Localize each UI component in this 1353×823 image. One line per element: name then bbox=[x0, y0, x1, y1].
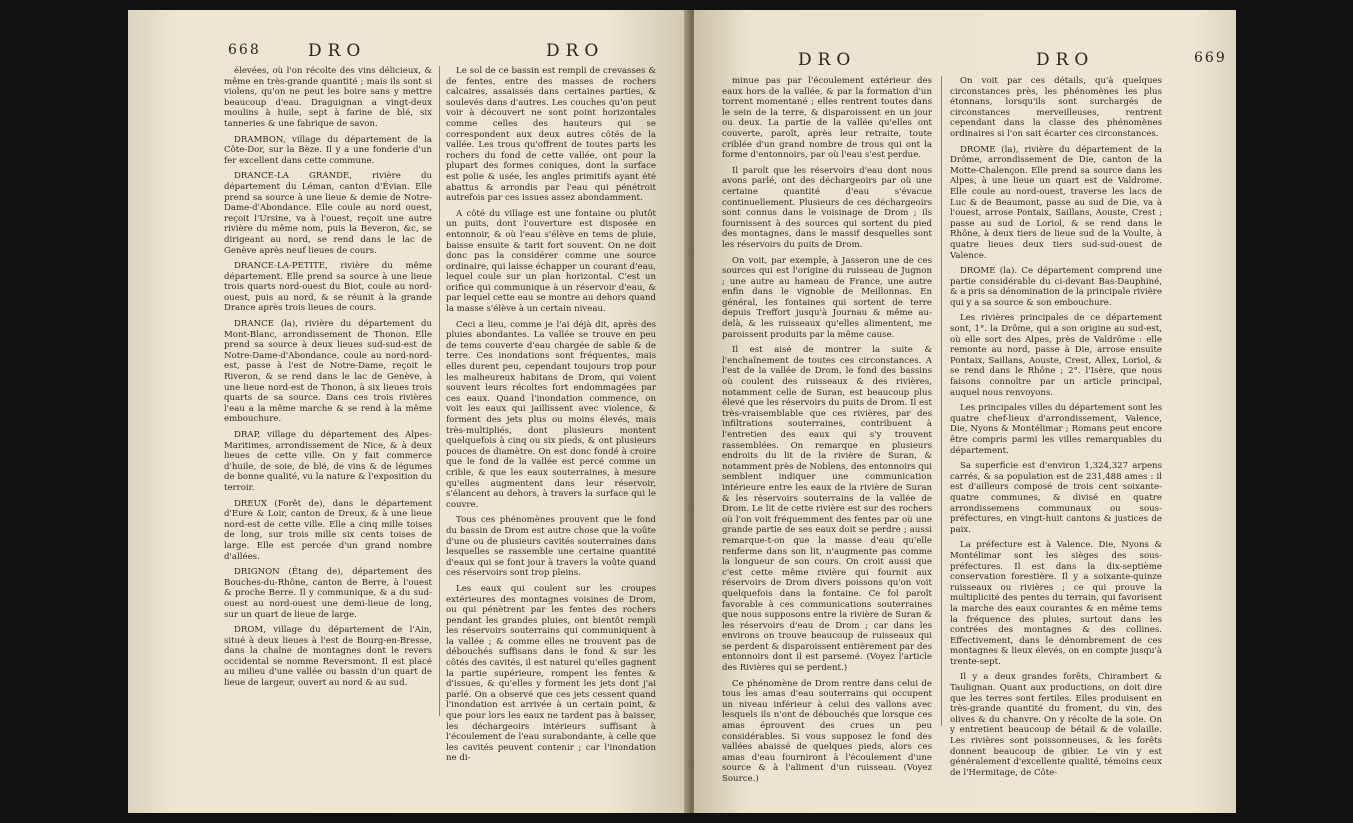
paragraph: Les principales villes du département sont les quatre chef-lieux d'arrondissement, Valence, Die, Nyons & Montélimar ; Romans peut encore être compris parmi les villes remarquables du département. bbox=[950, 403, 1162, 456]
paragraph: DROME (la), rivière du département de la Drôme, arrondissement de Die, canton de la Motte-Chalençon. Elle prend sa source dans les Alpes, à une lieue un quart est de Valdrome. Elle coule au nord-ouest, traverse les lacs de Luc & de Beaumont, passe au sud de Die, va à l'ouest, arrose Pontaix, Saillans, Aouste, Crest ; passe au sud de Loriol, & se rend dans le Rhône, à deux tiers de lieue sud de la Voulte, à quatre lieues deux tiers sud-sud-ouest de Valence. bbox=[950, 144, 1162, 261]
right-page-number: 669 bbox=[1194, 50, 1227, 66]
right-running-head-2: DRO bbox=[1036, 50, 1095, 70]
paragraph: La préfecture est à Valence. Die, Nyons & Montélimar sont les sièges des sous-préfectures. Il est dans la dix-septième conservation forestière. Il y a soixante-quinze ruisseaux ou rivières ; ce qui prouve la multiplicité des pentes du terrain, qui favorisent la marche des eaux courantes & en même tems la fréquence des pluies, surtout dans les contrées des montagnes & des collines. Effectivement, dans le dénombrement de ces montagnes & lieux élevés, on en compte jusqu'à trente-sept. bbox=[950, 540, 1162, 667]
open-book bbox=[128, 10, 1236, 813]
paragraph: DROM, village du département de l'Ain, situé à deux lieues à l'est de Bourg-en-Bresse, dans la chaîne de montagnes dont le revers occidental se nomme Reversmont. Il est placé au milieu d'une vallée ou bassin d'un quart de lieue de largeur, ouvert au nord & au sud. bbox=[224, 625, 432, 689]
paragraph: DREUX (Forêt de), dans le département d'Eure & Loir, canton de Dreux, & à une lieue nord-est de cette ville. Elle a cinq mille toises de long, sur trois mille six cents toises de large. Elle est percée d'un grand nombre d'allées. bbox=[224, 498, 432, 562]
paragraph: Les eaux qui coulent sur les croupes extérieures des montagnes voisines de Drom, ou qui pénètrent par les fentes des rochers pendant les grandes pluies, ont bientôt rempli les réservoirs souterrains qui communiquent à la vallée ; & comme elles ne trouvent pas de débouchés suffisans dans le fond & sur les côtés des cavités, il est naturel qu'elles gagnent la partie supérieure, rompent les fentes & d'issues, & qu'elles y forment les jets dont j'ai parlé. On a observé que ces jets cessent quand l'inondation est arrivée à un certain point, & que pour lors les eaux ne tardent pas à baisser, les déchargeoirs intérieurs suffisant à l'écoulement de l'eau surabondante, à celle que les cavités peuvent contenir ; car l'inondation ne di- bbox=[446, 583, 656, 764]
column-rule bbox=[941, 76, 942, 726]
left-page bbox=[128, 10, 690, 813]
paragraph: Il est aisé de montrer la suite & l'enchaînement de toutes ces circonstances. A l'est de la vallée de Drom, le fond des bassins où coulent des ruisseaux & des rivières, notamment celle de Suran, est beaucoup plus élevé que les réservoirs du puits de Drom. Il est très-vraisemblable que ces rivières, par des infiltrations souterraines, contribuent à l'entretien des eaux qui s'y trouvent rassemblées. On remarque en plusieurs endroits du lit de la rivière de Suran, & notamment près de Noblens, des entonnoirs qui semblent indiquer une communication intérieure entre les eaux de la rivière de Suran & les réservoirs souterrains de la vallée de Drom. Le lit de cette rivière est sur des rochers où l'on voit fréquemment des fentes par où une grande partie de ses eaux doit se perdre ; aussi remarque-t-on que la masse d'eau qu'elle renferme dans son lit, n'augmente pas comme la longueur de son cours. On croit aussi que c'est cette même rivière qui fournit aux réservoirs de Drom divers poissons qu'on voit quelquefois dans la fontaine. Ce fol paroît favorable à ces communications souterraines que nous supposons entre la rivière de Suran & les réservoirs d'eau de Drom ; car dans les environs on trouve beaucoup de ruisseaux qui se perdent & disparoissent entièrement par des entonnoirs dont il est parsemé. (Voyez l'article des Rivières qui se perdent.) bbox=[722, 345, 932, 674]
paragraph: DROME (la). Ce département comprend une partie considérable du ci-devant Bas-Dauphiné, & a pris sa dénomination de la principale rivière qui y a sa source & son embouchure. bbox=[950, 266, 1162, 308]
paragraph: On voit, par exemple, à Jasseron une de ces sources qui est l'origine du ruisseau de Jugnon ; une autre au hameau de France, une autre enfin dans le vignoble de Meillonnas. En général, les fontaines qui sortent de terre depuis Treffort jusqu'à Journau & même au-delà, & les ruisseaux qu'elles alimentent, me paroissent produits par la même cause. bbox=[722, 255, 932, 340]
paragraph: A côté du village est une fontaine ou plutôt un puits, dont l'ouverture est disposée en entonnoir, & où l'eau s'élève en tems de pluie, baisse ensuite & tarit fort souvent. On ne doit donc pas la considérer comme une source ordinaire, qui laisse échapper un courant d'eau, lequel coule sur un plan horizontal. C'est un orifice qui communique à un réservoir d'eau, & par lequel cette eau se montre au dehors quand la masse s'élève à un certain niveau. bbox=[446, 208, 656, 315]
right-running-head-1: DRO bbox=[798, 50, 857, 70]
paragraph: DRANCE-LA GRANDE, rivière du département du Léman, canton d'Évian. Elle prend sa source à une lieue & demie de Notre-Dame-d'Abondance. Elle coule au nord ouest, reçoit l'Ursine, va à l'ouest, reçoit une autre rivière du même nom, puis la Beveron, &c, se dirigeant au nord, se rend dans le lac de Genève après neuf lieues de cours. bbox=[224, 171, 432, 256]
paragraph: Sa superficie est d'environ 1,324,327 arpens carrés, & sa population est de 231,488 ames : il est d'ailleurs composé de trois cent soixante-quatre communes, & divisé en quatre arrondissemens communaux ou sous-préfectures, en vingt-huit cantons & justices de paix. bbox=[950, 461, 1162, 535]
paragraph: DRANCE (la), rivière du département du Mont-Blanc, arrondissement de Thonon. Elle prend sa source à deux lieues sud-sud-est de Notre-Dame-d'Abondance, coule au nord-nord-est, passe à l'est de Notre-Dame, reçoit le Riveron, & se rend dans le lac de Genève, à une lieue nord-est de Thonon, à six lieues trois quarts de sa source. Dans ces trois rivières l'eau a la même marche & se rend à la même embouchure. bbox=[224, 319, 432, 425]
paragraph: Ce phénomène de Drom rentre dans celui de tous les amas d'eau souterrains qui occupent un niveau inférieur à celui des vallons avec lesquels ils n'ont de débouchés que lorsque ces amas éprouvent des crues un peu considérables. Si vous supposez le fond des vallées abaissé de quelques pieds, alors ces amas d'eau fourniront à l'écoulement d'une source & à l'aliment d'un ruisseau. (Voyez Source.) bbox=[722, 678, 932, 784]
paragraph: Tous ces phénomènes prouvent que le fond du bassin de Drom est autre chose que la voûte d'une ou de plusieurs cavités souterraines dans lesquelles se rassemble une certaine quantité d'eaux qui se font jour à travers la voûte quand ces réservoirs sont trop pleins. bbox=[446, 515, 656, 579]
paragraph: minue pas par l'écoulement extérieur des eaux hors de la vallée, & par la formation d'un torrent momentané ; elles rentrent toutes dans le sein de la terre, & disparoissent en un jour ou deux. La partie de la vallée qu'elles ont couverte, paroît, après leur retraite, toute criblée d'un grand nombre de trous qui ont la forme d'entonnoirs, par où l'eau s'est perdue. bbox=[722, 76, 932, 161]
right-page bbox=[694, 10, 1236, 813]
left-running-head-2: DRO bbox=[546, 41, 605, 61]
paragraph: Il paroît que les réservoirs d'eau dont nous avons parlé, ont des déchargeoirs par où une certaine quantité d'eau s'évacue continuellement. Plusieurs de ces déchargeoirs sont connus dans le voisinage de Drom ; ils fournissent à des sources qui sortent du pied des montagnes, dans le massif desquelles sont les réservoirs du puits de Drom. bbox=[722, 165, 932, 250]
paragraph: Ceci a lieu, comme je l'ai déjà dit, après des pluies abondantes. La vallée se trouve en peu de tems couverte d'eau chargée de sable & de terre. Ces inondations sont fréquentes, mais elles durent peu, cependant toujours trop pour les malheureux habitans de Drom, qui voient souvent leurs récoltes fort endommagées par ces eaux. Quand l'inondation commence, on voit les eaux qui jaillissent avec violence, & forment des jets plus ou moins élevés, mais très-multipliés, dont plusieurs montent quelquefois à cinq ou six pieds, & ont plusieurs pouces de diamètre. On est donc fondé à croire que le fond de la vallée est percé comme un crible, & que les eaux souterraines, à mesure qu'elles augmentent dans leur réservoir, s'élancent au dehors, à travers la surface qui le couvre. bbox=[446, 319, 656, 510]
paragraph: élevées, où l'on récolte des vins délicieux, & même en très-grande quantité ; mais ils sont si violens, qu'on ne peut les boire sans y mettre beaucoup d'eau. Draguignan a vingt-deux moulins à huile, sept à farine de blé, six tanneries & une fabrique de savon. bbox=[224, 66, 432, 129]
right-column-2 bbox=[950, 76, 1162, 783]
left-column-2 bbox=[446, 66, 656, 769]
paragraph: On voit par ces détails, qu'à quelques circonstances près, les phénomènes les plus étonnans, lorsqu'ils sont surchargés de circonstances merveilleuses, rentrent cependant dans la classe des phénomènes ordinaires si l'on sait écarter ces circonstances. bbox=[950, 76, 1162, 139]
paragraph: Il y a deux grandes forêts, Chirambert & Taulignan. Quant aux productions, on doit dire que les terres sont fertiles. Elles produisent en très-grande quantité du froment, du vin, des olives & du chanvre. On y récolte de la soie. On y entretient beaucoup de bétail & de volaille. Les rivières sont poissonneuses, & les forêts donnent beaucoup de gibier. Le vin y est généralement d'excellente qualité, témoins ceux de l'Hermitage, de Côte- bbox=[950, 672, 1162, 778]
left-running-head-1: DRO bbox=[308, 41, 367, 61]
paragraph: DRAP, village du département des Alpes-Maritimes, arrondissement de Nice, & à deux lieues de cette ville. On y fait commerce d'huile, de soie, de blé, de vins & de légumes de bonne qualité, vu la nature & l'exposition du terroir. bbox=[224, 430, 432, 493]
column-rule bbox=[439, 66, 440, 716]
paragraph: DRIGNON (Étang de), département des Bouches-du-Rhône, canton de Berre, à l'ouest & proche Berre. Il y communique, & a du sud-ouest au nord-ouest une demi-lieue de long, sur un quart de lieue de large. bbox=[224, 567, 432, 620]
paragraph: DRANCE-LA-PETITE, rivière du même département. Elle prend sa source à une lieue trois quarts nord-ouest du Biot, coule au nord-ouest, puis au nord, & se réunit à la grande Drance après trois lieues de cours. bbox=[224, 261, 432, 314]
left-page-number: 668 bbox=[228, 42, 261, 58]
right-column-1 bbox=[722, 76, 932, 790]
left-column-1 bbox=[224, 66, 432, 694]
paragraph: DRAMBON, village du département de la Côte-Dor, sur la Bèze. Il y a une fonderie d'un fer excellent dans cette commune. bbox=[224, 134, 432, 166]
paragraph: Les rivières principales de ce département sont, 1°. la Drôme, qui a son origine au sud-est, où elle sort des Alpes, près de Valdrôme : elle remonte au nord, passe à Die, arrose ensuite Pontaix, Saillans, Aouste, Crest, Allex, Loriol, & se rend dans le Rhône ; 2°. l'Isère, que nous faisons connoître par un article principal, auquel nous renvoyons. bbox=[950, 313, 1162, 398]
paragraph: Le sol de ce bassin est rempli de crevasses & de fentes, entre des masses de rochers calcaires, assaissés dans certaines parties, & soulevés dans d'autres. Les couches qu'on peut voir à découvert ne sont point horizontales comme celles des hauteurs qui se correspondent aux deux autres côtés de la vallée. Les trous qu'offrent de toutes parts les rochers du fond de cette vallée, ont pour la plupart des formes coniques, dont la surface est polie & usée, les angles primitifs ayant été abattus & arrondis par l'eau qui pénétroit autrefois par ces issues assez abondamment. bbox=[446, 66, 656, 204]
